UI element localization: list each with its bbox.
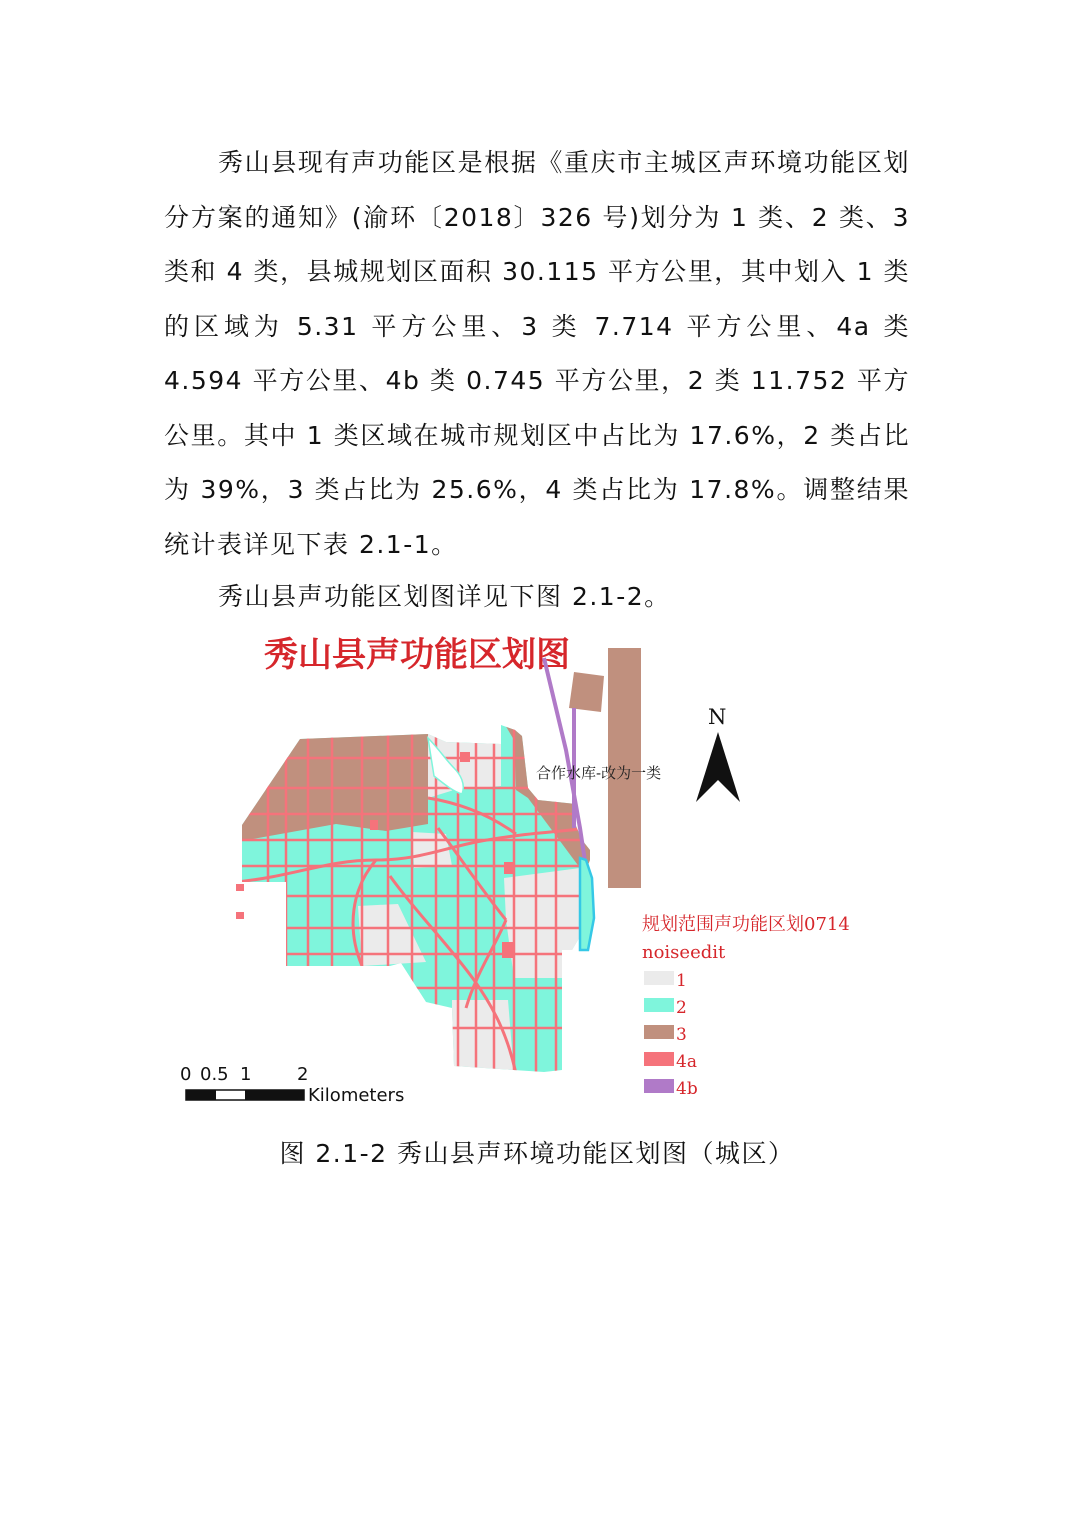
legend-swatch-2	[644, 998, 674, 1012]
legend-title: 规划范围声功能区划0714	[642, 914, 850, 935]
figure-caption: 图 2.1-2 秀山县声环境功能区划图（城区）	[279, 1139, 795, 1168]
red-block	[504, 862, 514, 874]
body-paragraph: 秀山县现有声功能区是根据《重庆市主城区声环境功能区划分方案的通知》(渝环〔2018〕326 号)划分为 1 类、2 类、3 类和 4 类，县城规划区面积 30.115 平方公里，其中划入 1 类的区域为 5.31 平方公里、3 类 7.714 平方公里、4a 类 4.594 平方公里、4b 类 0.745 平方公里，2 类 11.752 平方公里。其中 1 类区域在城市规划区中占比为 17.6%，2 类占比为 39%，3 类占比为 25.6%，4 类占比为 17.8%。调整结果统计表详见下表 2.1-1。	[164, 148, 910, 559]
north-arrow-right-half	[718, 732, 740, 802]
reservoir-annotation: 合作水库-改为一类	[536, 764, 662, 782]
scale-tick-1: 1	[240, 1064, 252, 1085]
legend-label-4a: 4a	[676, 1052, 697, 1072]
scale-unit: Kilometers	[308, 1085, 405, 1106]
zone3-parcel-north	[569, 672, 604, 712]
red-block	[370, 820, 378, 830]
scale-tick-0-5: 0.5	[200, 1064, 229, 1085]
legend-label-2: 2	[676, 998, 687, 1018]
red-block	[460, 752, 470, 762]
scale-bar-segment	[245, 1090, 304, 1100]
red-stub	[236, 912, 244, 919]
legend-swatch-3	[644, 1025, 674, 1039]
legend-label-3: 3	[676, 1025, 687, 1045]
map-title: 秀山县声功能区划图	[264, 635, 570, 675]
figure-reference-paragraph: 秀山县声功能区划图详见下图 2.1-2。	[218, 582, 671, 611]
legend-swatch-4a	[644, 1052, 674, 1066]
legend-label-1: 1	[676, 971, 687, 991]
map-legend	[642, 914, 850, 1099]
legend-swatch-1	[644, 971, 674, 985]
scale-bar-segment	[186, 1090, 216, 1100]
zone1-area-east	[504, 868, 580, 978]
north-label: N	[708, 705, 727, 729]
scale-bar	[180, 1064, 404, 1106]
legend-field: noiseedit	[642, 942, 726, 963]
river-highlight	[580, 858, 594, 950]
north-arrow	[696, 705, 740, 802]
north-arrow-left-half	[696, 732, 718, 802]
red-block	[502, 942, 514, 958]
red-stub	[236, 884, 244, 891]
scale-tick-2: 2	[297, 1064, 309, 1085]
legend-label-4b: 4b	[676, 1079, 698, 1099]
scale-tick-0: 0	[180, 1064, 192, 1085]
legend-swatch-4b	[644, 1079, 674, 1093]
noise-zoning-map	[176, 628, 906, 1108]
